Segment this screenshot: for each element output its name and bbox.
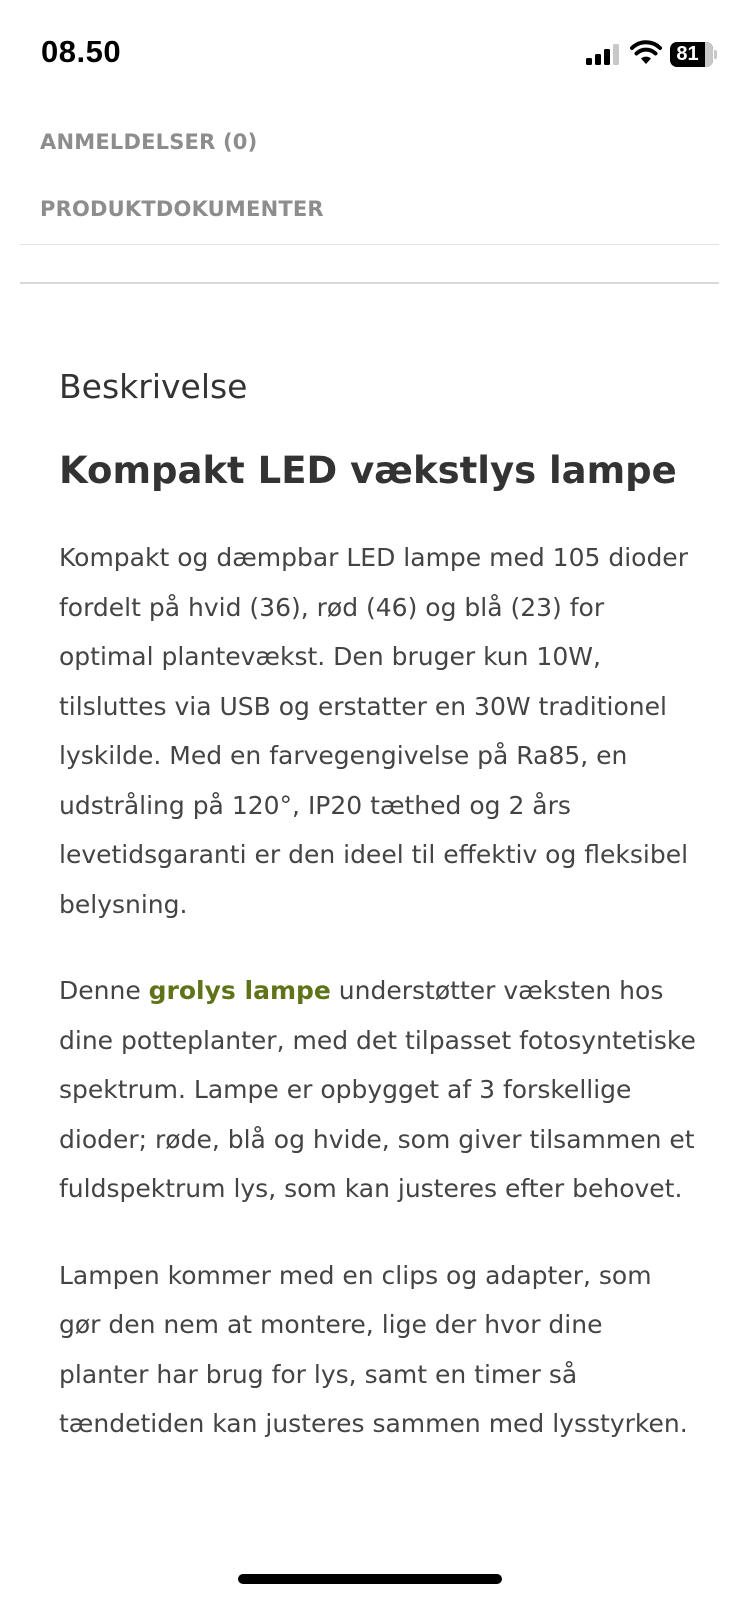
tab-product-documents[interactable]: PRODUKTDOKUMENTER (40, 197, 324, 221)
battery-level: 81 (676, 43, 699, 65)
section-title: Beskrivelse (59, 367, 248, 406)
grolys-lampe-link[interactable]: grolys lampe (148, 976, 331, 1005)
description-content (59, 362, 699, 1449)
product-heading: Kompakt LED vækstlys lampe (59, 449, 677, 492)
paragraph-text: Denne (59, 976, 149, 1005)
paragraph-text: understøtter væksten hos dine potteplanter, med det tilpasset fotosyntetiske spektrum. Lampe er opbygget af 3 forskellige dioder; røde, blå og hvide, som giver tilsammen et fuldspektrum lys, som kan justeres efter behovet. (59, 976, 696, 1203)
tab-reviews[interactable]: ANMELDELSER (0) (40, 130, 258, 154)
status-time: 08.50 (41, 34, 122, 69)
signal-icon (586, 44, 620, 65)
wifi-icon (630, 40, 662, 65)
description-paragraph (59, 966, 699, 1214)
divider (20, 244, 719, 245)
description-paragraph: Kompakt og dæmpbar LED lampe med 105 dioder fordelt på hvid (36), rød (46) og blå (23) for optimal plantevækst. Den bruger kun 10W, tilsluttes via USB og erstatter en 30W traditionel lyskilde. Med en farvegengivelse på Ra85, en udstråling på 120°, IP20 tæthed og 2 års levetidsgaranti er den ideel til effektiv og fleksibel belysning. (59, 543, 689, 919)
description-paragraph: Lampen kommer med en clips og adapter, som gør den nem at montere, lige der hvor dine planter har brug for lys, samt en timer så tændetiden kan justeres sammen med lysstyrken. (59, 1260, 688, 1438)
divider (20, 282, 719, 284)
home-indicator[interactable] (238, 1574, 502, 1584)
status-bar (0, 0, 739, 100)
battery-icon (670, 42, 718, 67)
